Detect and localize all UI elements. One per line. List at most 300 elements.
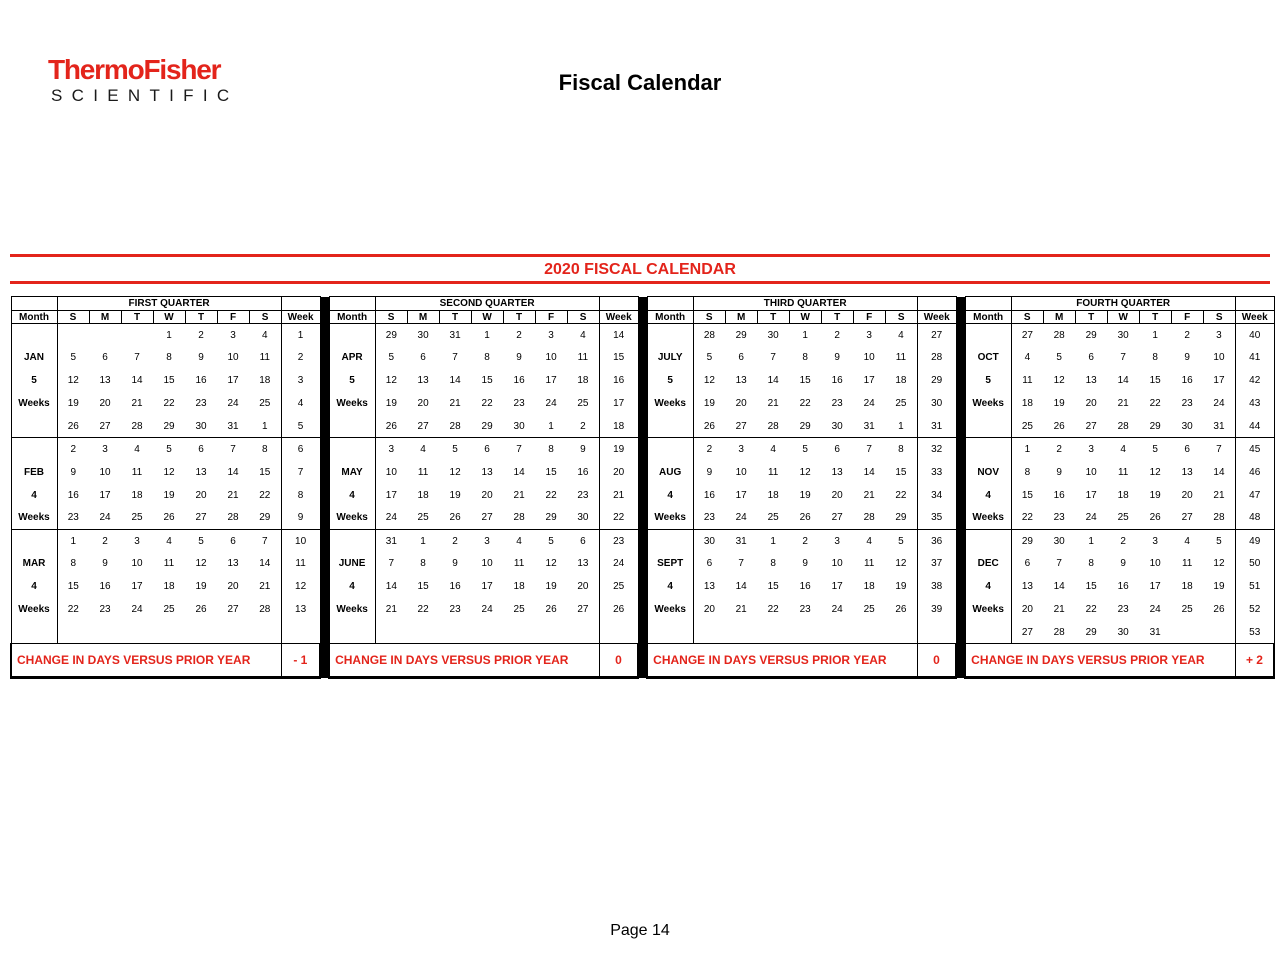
day-cell: 29 (481, 420, 493, 432)
logo-wordmark: ThermoFisher (48, 54, 221, 85)
month-label: JUNE (329, 552, 375, 575)
day-cell: 17 (1085, 489, 1097, 501)
day-cell: 28 (767, 420, 779, 432)
day-cell: 1 (548, 420, 554, 432)
bottom-red-rule (10, 281, 1270, 284)
month-label (647, 438, 693, 461)
day-cell: 11 (895, 352, 907, 364)
month-label: 4 (965, 484, 1011, 507)
day-cell: 5 (535, 530, 567, 553)
day-cell: 21 (385, 604, 397, 616)
day-cell: 9 (198, 352, 204, 364)
day-cell: 6 (1088, 352, 1094, 364)
quarter-separator (320, 598, 329, 621)
week-number: 4 (281, 392, 320, 415)
day-cell: 24 (1085, 512, 1097, 524)
day-cell: 30 (195, 420, 207, 432)
day-cell: 26 (799, 512, 811, 524)
day-cell: 21 (131, 398, 143, 410)
day-cell: 28 (863, 512, 875, 524)
day-cell: 7 (388, 558, 395, 570)
day-cell: 26 (163, 512, 175, 524)
day-cell: 27 (481, 512, 493, 524)
week-number: 28 (917, 346, 956, 369)
day-cell: 17 (1149, 581, 1161, 593)
day-cell: 10 (735, 466, 747, 478)
week-number: 34 (917, 484, 956, 507)
quarter-separator (320, 438, 329, 461)
week-number: 37 (917, 552, 956, 575)
quarter-header: FOURTH QUARTER (1011, 297, 1235, 311)
week-number: 33 (917, 461, 956, 484)
day-cell: 4 (1024, 352, 1031, 364)
day-cell: 30 (831, 420, 843, 432)
day-cell: 26 (195, 604, 207, 616)
day-cell: 7 (1203, 438, 1235, 461)
day-cell: 10 (227, 352, 239, 364)
day-cell: 14 (259, 558, 271, 570)
quarter-separator (638, 552, 647, 575)
day-cell: 24 (481, 604, 493, 616)
month-label (329, 621, 375, 644)
day-cell: 15 (417, 581, 429, 593)
day-cell: 29 (725, 324, 757, 347)
day-cell: 8 (770, 558, 776, 570)
weekday-header: T (439, 311, 471, 324)
day-cell: 25 (513, 604, 525, 616)
day-cell: 1 (1139, 324, 1171, 347)
week-number: 52 (1235, 598, 1274, 621)
month-label (965, 438, 1011, 461)
week-number: 51 (1235, 575, 1274, 598)
day-cell: 24 (735, 512, 747, 524)
day-cell: 15 (67, 581, 79, 593)
fiscal-calendar-table (10, 296, 1272, 679)
day-cell: 20 (577, 581, 589, 593)
day-cell: 13 (99, 375, 111, 387)
month-label: JULY (647, 346, 693, 369)
day-cell: 12 (1149, 466, 1161, 478)
day-cell: 15 (163, 375, 175, 387)
day-cell: 16 (799, 581, 811, 593)
week-number: 38 (917, 575, 956, 598)
week-number: 19 (599, 438, 638, 461)
day-cell: 13 (703, 581, 715, 593)
day-cell: 7 (853, 438, 885, 461)
day-cell: 20 (735, 398, 747, 410)
day-cell: 3 (821, 530, 853, 553)
day-cell: 26 (1149, 512, 1161, 524)
day-cell: 17 (545, 375, 557, 387)
day-cell: 3 (853, 324, 885, 347)
day-cell: 2 (821, 324, 853, 347)
day-cell: 19 (1213, 581, 1225, 593)
day-cell: 8 (70, 558, 77, 570)
month-label: Weeks (329, 598, 375, 621)
day-cell: 2 (1107, 530, 1139, 553)
day-cell: 20 (195, 489, 207, 501)
week-number: 35 (917, 507, 956, 530)
day-cell: 6 (420, 352, 426, 364)
day-cell: 22 (481, 398, 493, 410)
day-cell: 4 (249, 324, 281, 347)
day-cell: 24 (99, 512, 111, 524)
day-cell: 26 (1053, 420, 1065, 432)
day-cell: 5 (1203, 530, 1235, 553)
day-cell: 23 (1181, 398, 1193, 410)
day-cell: 8 (420, 558, 426, 570)
quarter-separator (956, 598, 965, 621)
month-label (647, 324, 693, 347)
day-cell: 27 (831, 512, 843, 524)
day-cell: 19 (385, 398, 397, 410)
page-number: Page 14 (610, 922, 670, 939)
day-cell: 21 (1053, 604, 1065, 616)
day-cell: 29 (163, 420, 175, 432)
day-cell: 11 (1022, 375, 1033, 387)
day-cell: 23 (831, 398, 843, 410)
day-cell: 22 (895, 489, 907, 501)
day-cell: 1 (153, 324, 185, 347)
day-cell: 31 (1213, 420, 1225, 432)
day-cell: 26 (385, 420, 397, 432)
day-cell: 25 (767, 512, 779, 524)
quarter-separator (956, 484, 965, 507)
week-number: 53 (1235, 621, 1274, 644)
day-cell: 16 (195, 375, 207, 387)
day-cell: 9 (1184, 352, 1190, 364)
day-cell: 7 (738, 558, 744, 570)
day-cell: 18 (1181, 581, 1193, 593)
day-cell: 28 (131, 420, 143, 432)
day-cell: 3 (725, 438, 757, 461)
day-cell: 29 (545, 512, 557, 524)
week-number: 48 (1235, 507, 1274, 530)
month-label: 4 (647, 484, 693, 507)
month-label: Weeks (329, 507, 375, 530)
day-cell (535, 621, 567, 644)
day-cell: 9 (802, 558, 808, 570)
thermo-fisher-logo (48, 56, 248, 106)
day-cell: 1 (898, 420, 904, 432)
day-cell: 16 (449, 581, 461, 593)
day-cell: 22 (163, 398, 175, 410)
day-cell: 4 (853, 530, 885, 553)
quarter-separator (320, 552, 329, 575)
day-cell: 30 (577, 512, 589, 524)
day-cell: 29 (1075, 324, 1107, 347)
day-cell: 20 (417, 398, 429, 410)
month-label: 4 (11, 484, 57, 507)
day-cell: 5 (185, 530, 217, 553)
day-cell: 22 (1085, 604, 1097, 616)
day-cell: 28 (227, 512, 239, 524)
month-label: 5 (329, 369, 375, 392)
day-cell (885, 621, 917, 644)
weekday-header: T (1139, 311, 1171, 324)
day-cell: 8 (249, 438, 281, 461)
day-cell: 31 (439, 324, 471, 347)
day-cell: 11 (1117, 466, 1129, 478)
day-cell: 21 (767, 398, 779, 410)
month-label: Weeks (965, 598, 1011, 621)
week-number: 2 (281, 346, 320, 369)
day-cell: 10 (99, 466, 111, 478)
day-cell: 6 (471, 438, 503, 461)
quarter-separator (956, 530, 965, 553)
day-cell: 1 (757, 530, 789, 553)
week-number: 6 (281, 438, 320, 461)
quarter-separator (320, 644, 329, 678)
weekday-header: M (725, 311, 757, 324)
weekday-header: W (153, 311, 185, 324)
day-cell (185, 621, 217, 644)
week-number: 29 (917, 369, 956, 392)
week-number: 41 (1235, 346, 1274, 369)
day-cell: 27 (195, 512, 207, 524)
day-cell: 8 (885, 438, 917, 461)
day-cell: 25 (1021, 420, 1033, 432)
quarter-separator (638, 644, 647, 678)
week-number (917, 621, 956, 644)
weekday-header: W (789, 311, 821, 324)
week-header-blank (1235, 297, 1274, 311)
week-number: 36 (917, 530, 956, 553)
weekday-header: F (1171, 311, 1203, 324)
day-cell: 18 (863, 581, 875, 593)
day-cell: 19 (195, 581, 207, 593)
day-cell: 2 (1171, 324, 1203, 347)
day-cell: 3 (121, 530, 153, 553)
day-cell: 24 (385, 512, 397, 524)
day-cell: 17 (99, 489, 111, 501)
quarter-separator (956, 644, 965, 678)
week-number: 21 (599, 484, 638, 507)
day-cell: 3 (1203, 324, 1235, 347)
day-cell: 13 (195, 466, 207, 478)
week-header-blank (599, 297, 638, 311)
day-cell: 3 (1139, 530, 1171, 553)
week-number: 9 (281, 507, 320, 530)
week-number: 23 (599, 530, 638, 553)
day-cell: 10 (1149, 558, 1161, 570)
month-label: Weeks (329, 392, 375, 415)
week-column-header: Week (599, 311, 638, 324)
day-cell: 21 (1117, 398, 1129, 410)
day-cell: 18 (417, 489, 429, 501)
day-cell (89, 324, 121, 347)
day-cell: 22 (767, 604, 779, 616)
day-cell: 25 (1181, 604, 1193, 616)
week-number: 15 (599, 346, 638, 369)
week-number: 24 (599, 552, 638, 575)
day-cell: 14 (513, 466, 525, 478)
day-cell: 16 (703, 489, 715, 501)
day-cell: 15 (259, 466, 271, 478)
quarter-separator (956, 311, 965, 324)
week-number: 1 (281, 324, 320, 347)
day-cell: 26 (449, 512, 461, 524)
month-label: Weeks (647, 392, 693, 415)
day-cell (407, 621, 439, 644)
day-cell: 27 (735, 420, 747, 432)
month-column-header: Month (647, 311, 693, 324)
day-cell (725, 621, 757, 644)
change-in-days-value: 0 (917, 644, 956, 678)
month-label (329, 415, 375, 438)
month-label (647, 530, 693, 553)
day-cell: 23 (99, 604, 111, 616)
change-in-days-value: - 1 (281, 644, 320, 678)
day-cell: 14 (227, 466, 239, 478)
day-cell: 4 (121, 438, 153, 461)
day-cell: 15 (799, 375, 811, 387)
change-in-days-label: CHANGE IN DAYS VERSUS PRIOR YEAR (329, 644, 599, 678)
day-cell: 31 (227, 420, 239, 432)
day-cell: 12 (799, 466, 811, 478)
quarter-separator (956, 369, 965, 392)
month-label: Weeks (11, 392, 57, 415)
day-cell: 20 (703, 604, 715, 616)
day-cell: 11 (417, 466, 429, 478)
day-cell: 15 (1021, 489, 1033, 501)
day-cell (375, 621, 407, 644)
quarter-separator (638, 415, 647, 438)
day-cell: 25 (131, 512, 143, 524)
month-label (647, 621, 693, 644)
quarter-separator (638, 621, 647, 644)
week-header-blank (281, 297, 320, 311)
day-cell: 7 (217, 438, 249, 461)
day-cell: 12 (1213, 558, 1225, 570)
week-number: 3 (281, 369, 320, 392)
day-cell: 28 (1117, 420, 1129, 432)
day-cell: 12 (449, 466, 461, 478)
month-label: DEC (965, 552, 1011, 575)
day-cell: 4 (153, 530, 185, 553)
weekday-header: F (853, 311, 885, 324)
week-number (599, 621, 638, 644)
day-cell: 6 (102, 352, 108, 364)
week-number: 40 (1235, 324, 1274, 347)
month-label: 4 (965, 575, 1011, 598)
quarter-header: THIRD QUARTER (693, 297, 917, 311)
day-cell: 11 (1181, 558, 1193, 570)
month-label (329, 530, 375, 553)
day-cell (89, 621, 121, 644)
month-label: 5 (965, 369, 1011, 392)
day-cell (249, 621, 281, 644)
weekday-header: T (185, 311, 217, 324)
week-number: 31 (917, 415, 956, 438)
day-cell: 22 (417, 604, 429, 616)
weekday-header: T (757, 311, 789, 324)
day-cell: 19 (703, 398, 715, 410)
calendar-title: 2020 FISCAL CALENDAR (544, 261, 736, 278)
day-cell: 20 (1085, 398, 1097, 410)
quarter-separator (638, 530, 647, 553)
quarter-separator (638, 392, 647, 415)
day-cell: 7 (1120, 352, 1126, 364)
week-number: 42 (1235, 369, 1274, 392)
day-cell: 2 (580, 420, 586, 432)
day-cell: 19 (545, 581, 557, 593)
day-cell: 27 (99, 420, 111, 432)
day-cell: 27 (1085, 420, 1097, 432)
day-cell: 7 (1056, 558, 1062, 570)
day-cell: 4 (1171, 530, 1203, 553)
month-label (647, 415, 693, 438)
day-cell (693, 621, 725, 644)
day-cell: 12 (1053, 375, 1065, 387)
month-label: 5 (11, 369, 57, 392)
day-cell: 28 (1213, 512, 1225, 524)
quarter-separator (638, 297, 647, 311)
day-cell: 2 (693, 438, 725, 461)
day-cell: 26 (895, 604, 907, 616)
day-cell: 16 (577, 466, 589, 478)
day-cell: 23 (1117, 604, 1129, 616)
day-cell (853, 621, 885, 644)
day-cell: 28 (1043, 324, 1075, 347)
day-cell: 26 (67, 420, 79, 432)
day-cell: 14 (863, 466, 875, 478)
day-cell: 2 (503, 324, 535, 347)
day-cell: 3 (217, 324, 249, 347)
day-cell: 4 (885, 324, 917, 347)
day-cell: 9 (516, 352, 522, 364)
week-number: 12 (281, 575, 320, 598)
day-cell: 27 (417, 420, 429, 432)
month-label: MAY (329, 461, 375, 484)
day-cell: 31 (1139, 621, 1171, 644)
weekday-header: M (407, 311, 439, 324)
month-label: 4 (329, 484, 375, 507)
day-cell: 13 (735, 375, 747, 387)
day-cell: 5 (388, 352, 395, 364)
day-cell (57, 621, 89, 644)
quarter-separator (638, 598, 647, 621)
day-cell: 14 (449, 375, 461, 387)
month-label (11, 621, 57, 644)
change-in-days-label: CHANGE IN DAYS VERSUS PRIOR YEAR (11, 644, 281, 678)
day-cell: 18 (131, 489, 143, 501)
weekday-header: W (1107, 311, 1139, 324)
quarter-separator (320, 311, 329, 324)
day-cell: 12 (195, 558, 207, 570)
day-cell: 13 (417, 375, 429, 387)
day-cell: 5 (885, 530, 917, 553)
day-cell: 29 (259, 512, 271, 524)
month-column-header: Month (329, 311, 375, 324)
day-cell: 25 (863, 604, 875, 616)
day-cell: 24 (545, 398, 557, 410)
day-cell: 21 (735, 604, 747, 616)
day-cell: 13 (227, 558, 239, 570)
month-label: Weeks (965, 507, 1011, 530)
month-label (11, 415, 57, 438)
day-cell: 16 (1181, 375, 1193, 387)
day-cell: 6 (185, 438, 217, 461)
day-cell: 18 (577, 375, 589, 387)
weekday-header: S (693, 311, 725, 324)
day-cell: 28 (513, 512, 525, 524)
week-number: 13 (281, 598, 320, 621)
day-cell: 19 (799, 489, 811, 501)
day-cell: 30 (407, 324, 439, 347)
month-label: OCT (965, 346, 1011, 369)
day-cell: 24 (227, 398, 239, 410)
